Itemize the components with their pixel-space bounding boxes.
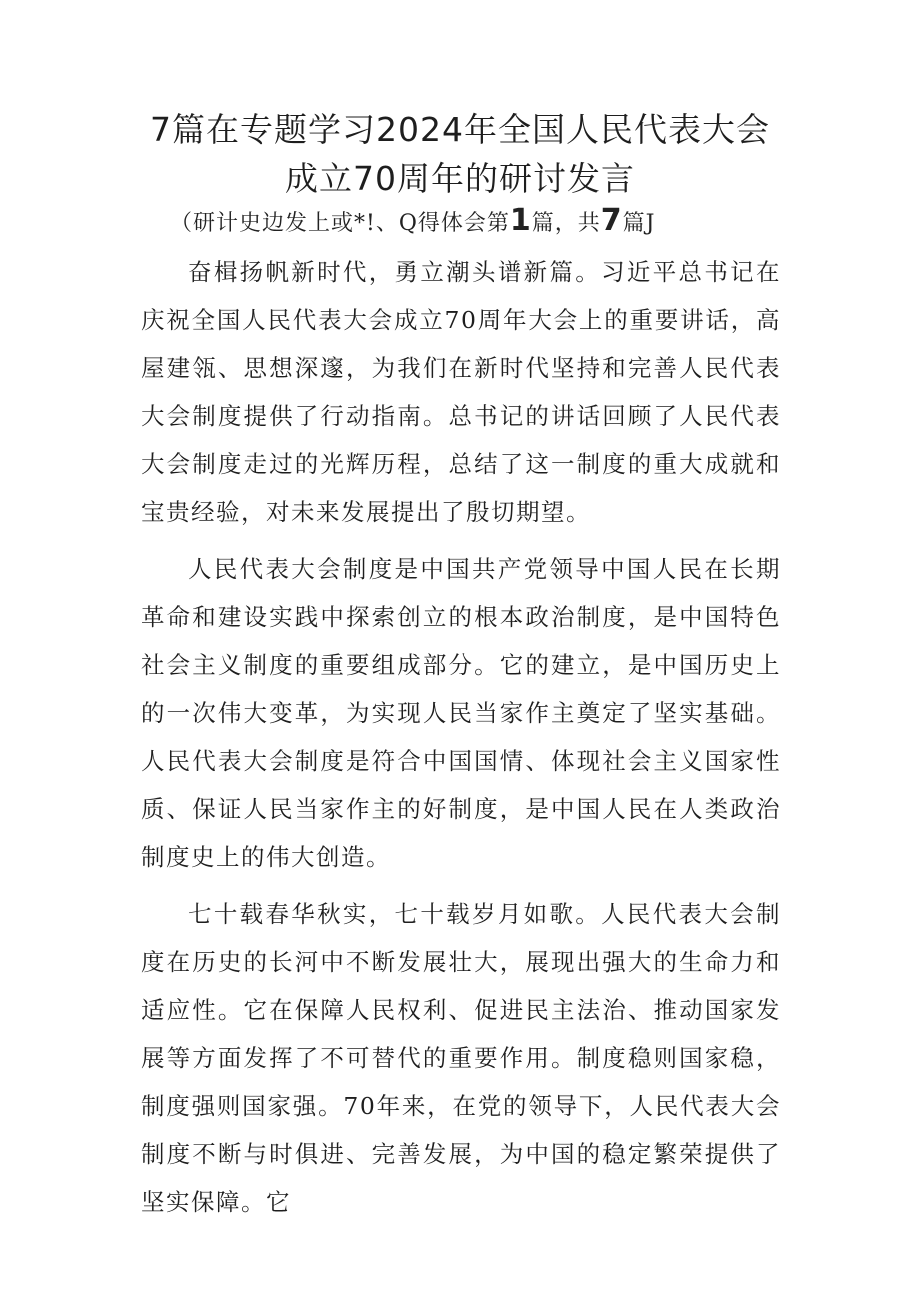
subtitle-total-number: 7 [600, 203, 623, 238]
document-title-line1: 7篇在专题学习2024年全国人民代表大会 [150, 110, 770, 149]
document-title-line2: 成立70周年的研讨发言 [285, 159, 635, 198]
document-subtitle [170, 201, 790, 244]
paragraph-2: 人民代表大会制度是中国共产党领导中国人民在长期革命和建设实践中探索创立的根本政治制度，是中国特色社会主义制度的重要组成部分。它的建立，是中国历史上的一次伟大变革，为实现人民当家作主奠定了坚实基础。人民代表大会制度是符合中国国情、体现社会主义国家性质、保证人民当家作主的好制度，是中国人民在人类政治制度史上的伟大创造。 [141, 555, 781, 871]
subtitle-prefix: （研计史边发上或*!、Q得体会第 [170, 211, 510, 236]
paragraph-1: 奋楫扬帆新时代，勇立潮头谱新篇。习近平总书记在庆祝全国人民代表大会成立70周年大会上的重要讲话，高屋建瓴、思想深邃，为我们在新时代坚持和完善人民代表大会制度提供了行动指南。总书记的讲话回顾了人民代表大会制度走过的光辉历程，总结了这一制度的重大成就和宝贵经验，对未来发展提出了殷切期望。 [141, 258, 781, 526]
paragraph-3: 七十载春华秋实，七十载岁月如歌。人民代表大会制度在历史的长河中不断发展壮大，展现出强大的生命力和适应性。它在保障人民权利、促进民主法治、推动国家发展等方面发挥了不可替代的重要作用。制度稳则国家稳，制度强则国家强。70年来，在党的领导下，人民代表大会制度不断与时俱进、完善发展，为中国的稳定繁荣提供了坚实保障。它 [141, 900, 781, 1216]
document-body [141, 248, 781, 1226]
subtitle-part-number: 1 [509, 203, 532, 238]
subtitle-suffix: 篇J [622, 211, 656, 236]
subtitle-middle: 篇，共 [531, 211, 601, 236]
